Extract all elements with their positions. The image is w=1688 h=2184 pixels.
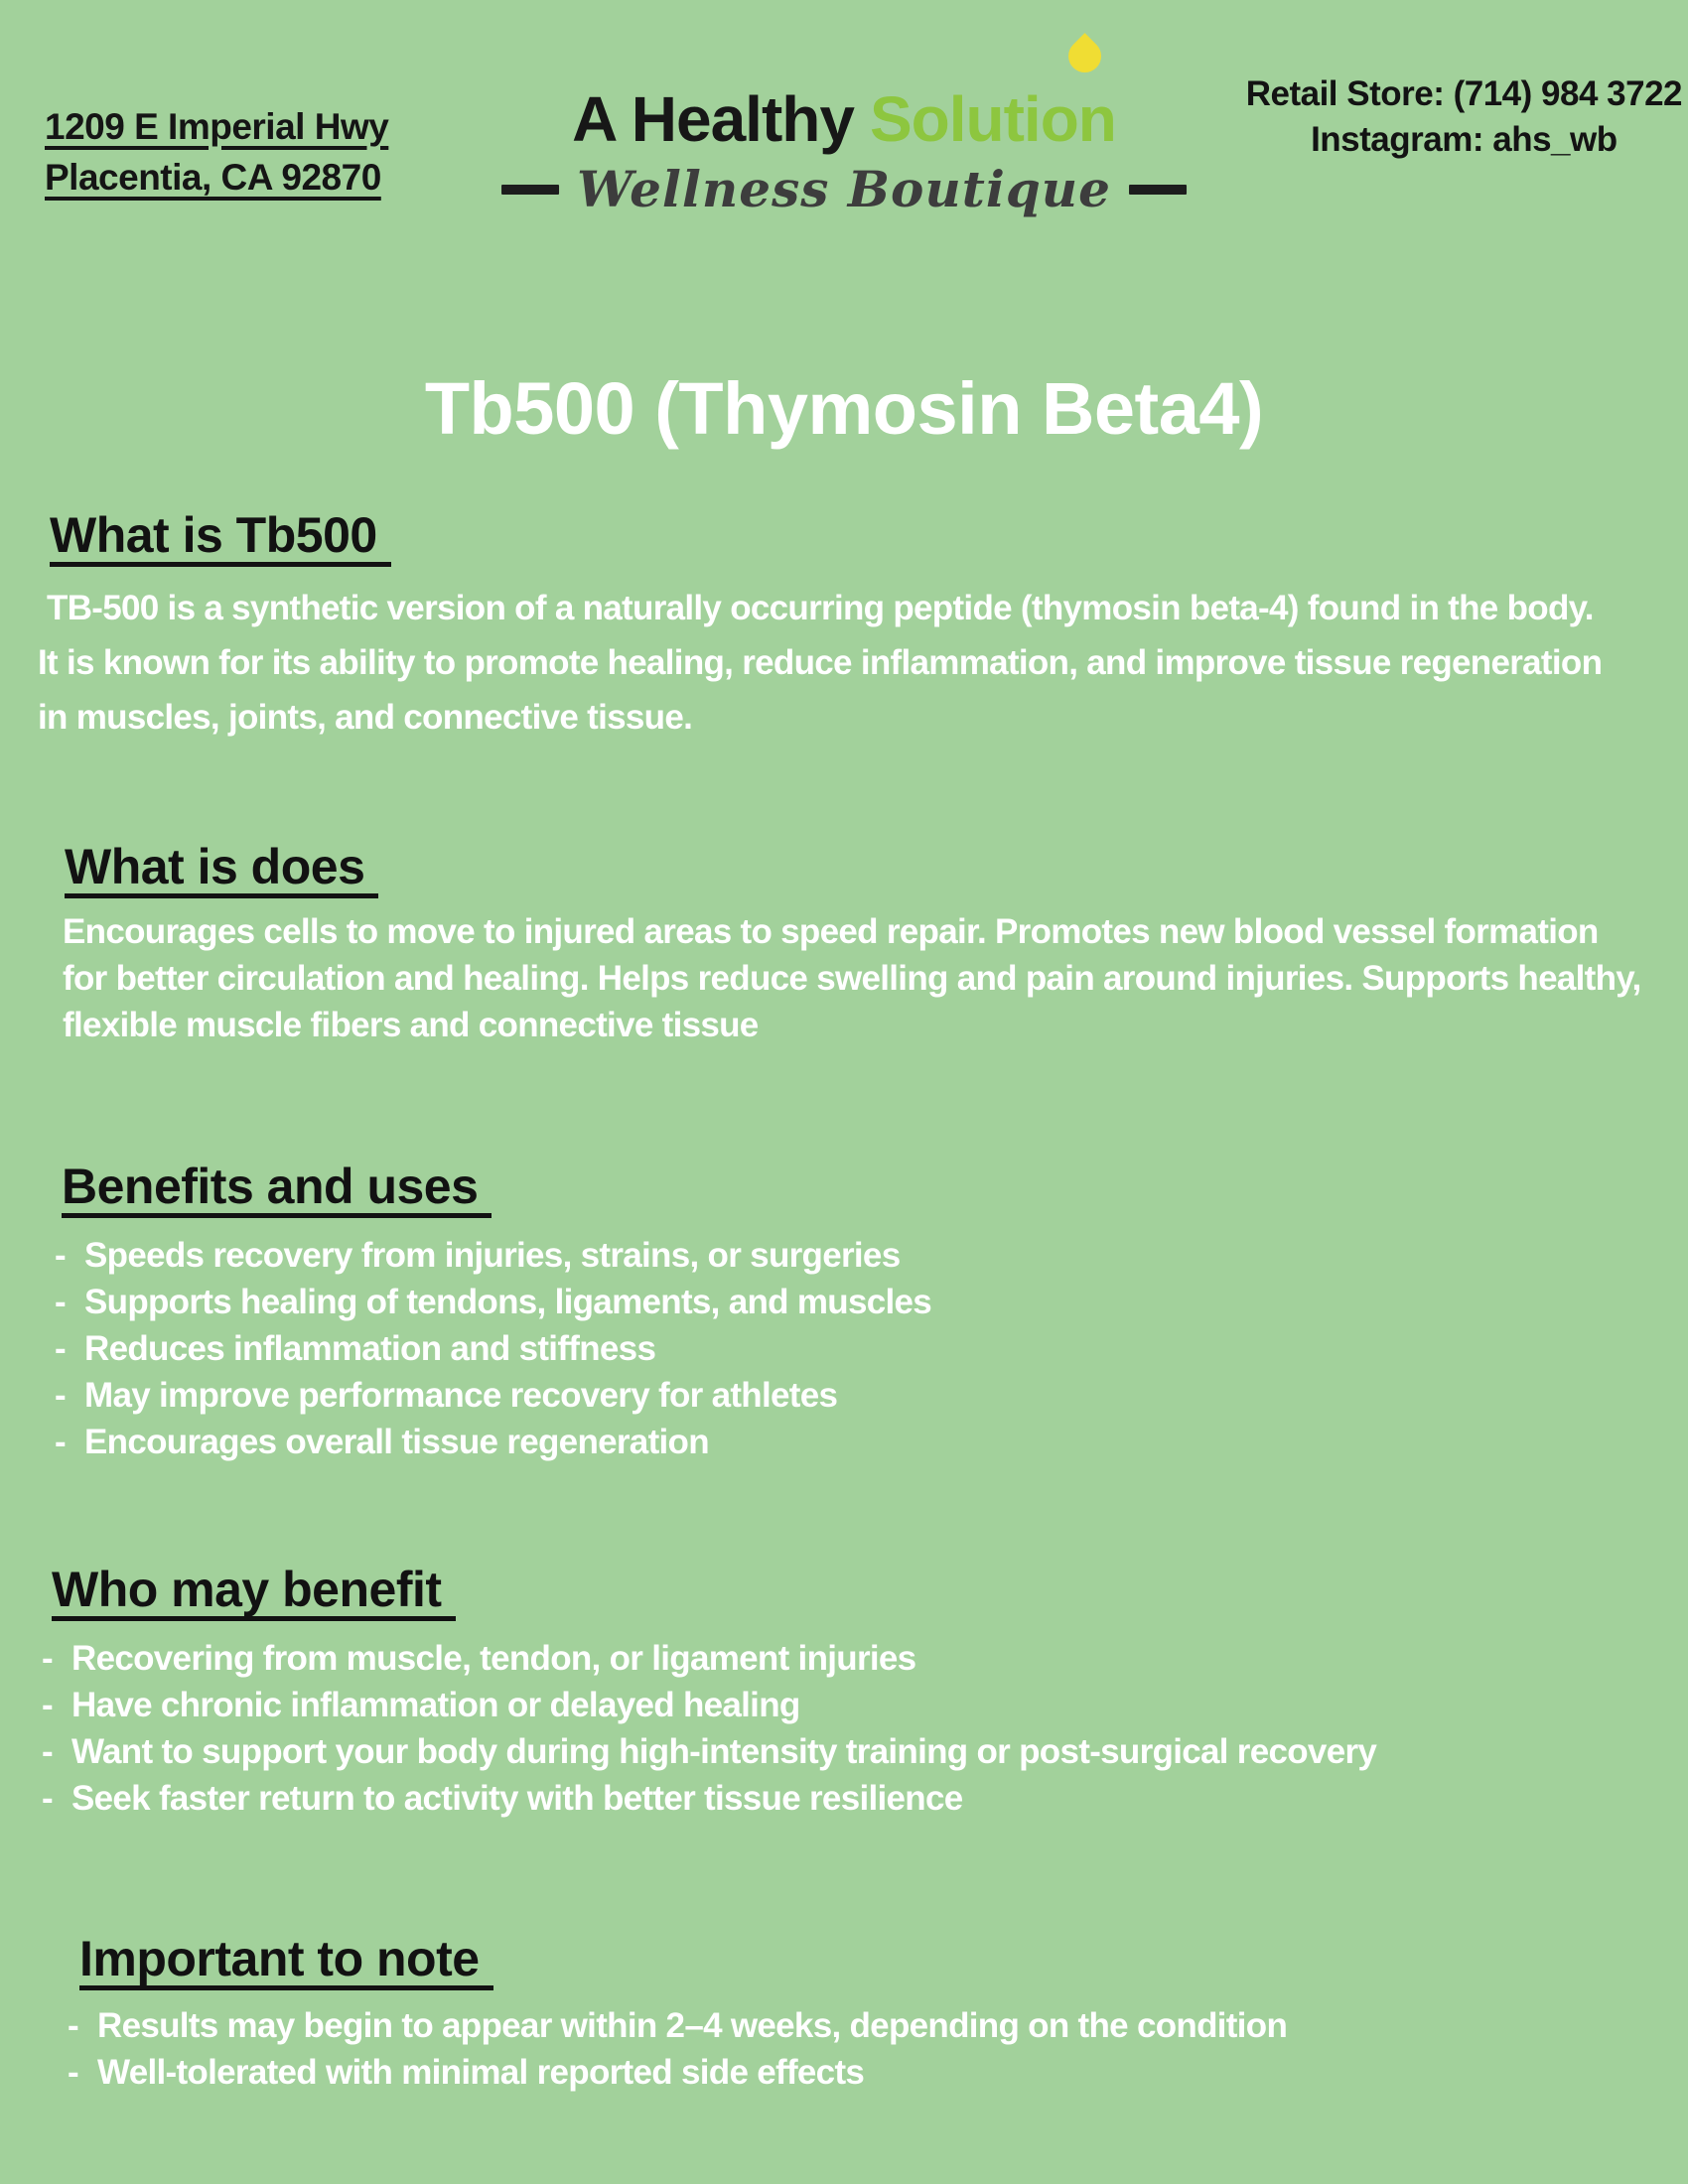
bullet-text: Recovering from muscle, tendon, or ligament injuries <box>71 1639 916 1678</box>
brand-name <box>501 83 1187 155</box>
bullet-dash: - <box>55 1376 66 1415</box>
bullet-text: Reduces inflammation and stiffness <box>84 1329 656 1368</box>
bullet-dash: - <box>55 1236 66 1275</box>
bullet-dash: - <box>68 2006 78 2045</box>
tagline-dash-right <box>1129 185 1187 195</box>
bullet-text: Have chronic inflammation or delayed healing <box>71 1686 800 1724</box>
instagram-handle: Instagram: ahs_wb <box>1311 119 1618 159</box>
list-item <box>42 1728 1376 1775</box>
bullet-dash: - <box>55 1423 66 1461</box>
section-heading-what-it-does: What is does <box>65 840 378 898</box>
section-heading-what-is: What is Tb500 <box>50 508 391 567</box>
bullet-dash: - <box>42 1732 53 1771</box>
list-item <box>42 1635 1376 1682</box>
bullet-text: Want to support your body during high-intensity training or post-surgical recovery <box>71 1732 1377 1771</box>
section-heading-benefits: Benefits and uses <box>62 1160 492 1218</box>
bullet-dash: - <box>55 1329 66 1368</box>
bullet-text: Well-tolerated with minimal reported side effects <box>97 2053 865 2092</box>
logo <box>501 83 1187 218</box>
benefits-list <box>55 1232 931 1465</box>
important-list <box>68 2002 1287 2096</box>
bullet-text: Results may begin to appear within 2–4 weeks, depending on the condition <box>97 2006 1288 2045</box>
list-item <box>68 2049 1287 2096</box>
address-block <box>45 101 388 203</box>
bullet-text: Supports healing of tendons, ligaments, and muscles <box>84 1283 932 1321</box>
retail-phone: Retail Store: (714) 984 3722 <box>1245 74 1682 113</box>
who-may-benefit-list <box>42 1635 1376 1822</box>
bullet-text: Seek faster return to activity with better tissue resilience <box>71 1779 963 1818</box>
section-important <box>68 1931 1288 2096</box>
address-line-2: Placentia, CA 92870 <box>45 157 381 199</box>
tagline-text: Wellness Boutique <box>577 160 1111 218</box>
contact-block <box>1246 71 1682 162</box>
section-what-is <box>38 507 1612 745</box>
list-item <box>55 1325 931 1372</box>
bullet-dash: - <box>42 1779 53 1818</box>
list-item <box>42 1682 1376 1728</box>
list-item <box>55 1372 931 1419</box>
section-benefits <box>55 1159 932 1465</box>
bullet-dash: - <box>42 1639 53 1678</box>
brand-name-green: Solution <box>869 83 1116 155</box>
list-item <box>42 1775 1376 1822</box>
list-item <box>55 1419 931 1465</box>
address-line-1: 1209 E Imperial Hwy <box>45 106 389 147</box>
page-title: Tb500 (Thymosin Beta4) <box>424 367 1264 450</box>
bullet-dash: - <box>42 1686 53 1724</box>
bullet-dash: - <box>68 2053 78 2092</box>
bullet-dash: - <box>55 1283 66 1321</box>
logo-tagline <box>501 160 1187 218</box>
section-paragraph-what-is: TB-500 is a synthetic version of a naturally occurring peptide (thymosin beta-4) found in the body. It is known for its ability to promote healing, reduce inflammation, and improve tissue regeneration in muscles, joints, and connective tissue. <box>38 589 1612 737</box>
bullet-text: Encourages overall tissue regeneration <box>84 1423 709 1461</box>
section-paragraph-what-it-does: Encourages cells to move to injured areas to speed repair. Promotes new blood vessel formation for better circulation and healing. Helps reduce swelling and pain around injuries. Supports healthy, flexible muscle fibers and connective tissue <box>63 912 1650 1044</box>
list-item <box>55 1279 931 1325</box>
brand-name-black: A Healthy <box>572 83 854 155</box>
bullet-text: May improve performance recovery for athletes <box>84 1376 838 1415</box>
tagline-dash-left <box>501 185 559 195</box>
section-heading-important: Important to note <box>79 1932 493 1990</box>
bullet-text: Speeds recovery from injuries, strains, or surgeries <box>84 1236 901 1275</box>
droplet-icon <box>1061 33 1108 79</box>
section-who-may-benefit <box>42 1562 1377 1822</box>
section-heading-who-may-benefit: Who may benefit <box>52 1563 456 1621</box>
section-what-it-does <box>65 840 1651 1048</box>
list-item <box>68 2002 1287 2049</box>
list-item <box>55 1232 931 1279</box>
